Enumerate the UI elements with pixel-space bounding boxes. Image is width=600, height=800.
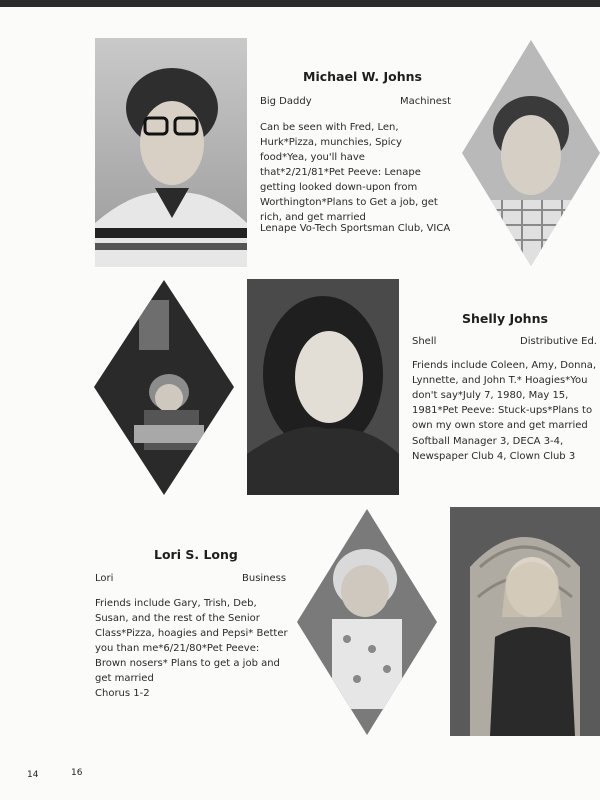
student-program: Business <box>242 573 287 584</box>
student-bio: Friends include Gary, Trish, Deb, Susan, and the rest of the Senior Class*Pizza, hoagies and Pepsi* Better you than me*6/21/80*Pet Peeve: Brown nosers* Plans to get a job and get married <box>95 598 288 684</box>
childhood-photo-diamond <box>297 509 437 735</box>
student-program: Distributive Ed. <box>520 336 597 347</box>
student-nickname: Shell <box>412 336 437 347</box>
senior-portrait-photo <box>247 279 399 495</box>
student-activities: Lenape Vo-Tech Sportsman Club, VICA <box>260 223 451 234</box>
student-nickname: Big Daddy <box>260 96 312 107</box>
page-number: 14 <box>27 770 39 780</box>
childhood-photo-diamond <box>462 40 600 266</box>
page-number: 16 <box>71 768 83 778</box>
student-activities: Chorus 1-2 <box>95 688 150 699</box>
student-bio: Friends include Coleen, Amy, Donna, Lynnette, and John T.* Hoagies*You don't say*July 7, 1980, May 15, 1981*Pet Peeve: Stuck-ups*Plans to own my own store and get married <box>412 360 597 431</box>
scan-edge <box>0 0 600 7</box>
student-program: Machinest <box>400 96 451 107</box>
student-activities: Softball Manager 3, DECA 3-4, Newspaper Club 4, Clown Club 3 <box>412 436 576 462</box>
senior-portrait-photo <box>95 38 247 267</box>
student-name: Michael W. Johns <box>303 69 422 84</box>
student-bio: Can be seen with Fred, Len, Hurk*Pizza, munchies, Spicy food*Yea, you'll have that*2/21/81*Pet Peeve: Lenape getting looked down-upon from Worthington*Plans to Get a job, get rich, and get married <box>260 122 438 223</box>
student-name: Lori S. Long <box>154 547 238 562</box>
childhood-photo-diamond <box>94 280 234 495</box>
senior-portrait-photo <box>450 507 600 736</box>
student-name: Shelly Johns <box>462 311 548 326</box>
student-nickname: Lori <box>95 573 114 584</box>
